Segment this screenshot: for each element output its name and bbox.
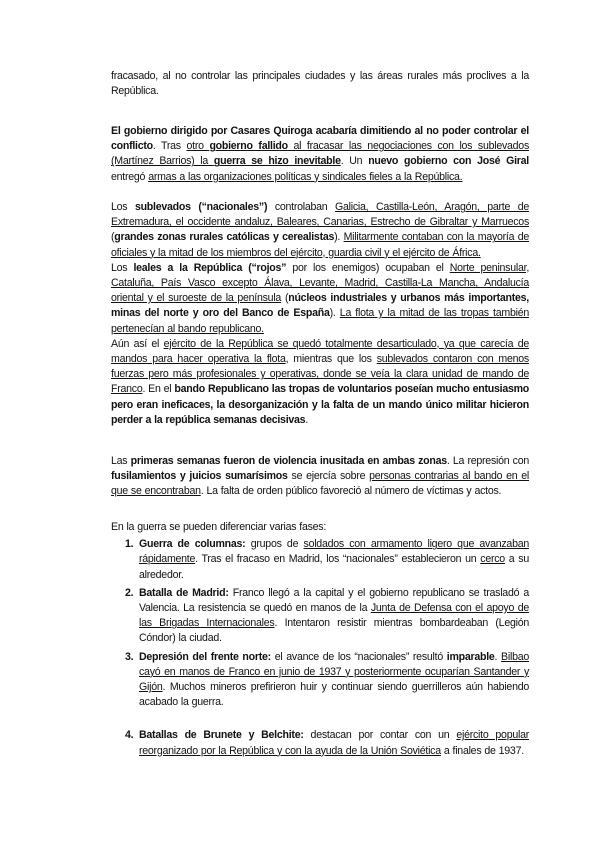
paragraph-fracasado <box>111 69 529 99</box>
paragraph-gobierno-text <box>111 124 529 185</box>
underlined-text: Militarmente contaban con la mayoría de oficiales y la mitad de los miembros del ejército, guardia civil y el ejército de África. <box>111 231 529 259</box>
text-span: . La represión con <box>446 455 529 467</box>
underlined-text: Galicia, Castilla-León, Aragón, parte de Extremadura, el occidente andaluz, Baleares, Canarias, Estrecho de Gibraltar y Marruecos <box>111 201 529 229</box>
bold-text: Batalla de Madrid: <box>139 586 229 599</box>
bold-text: El gobierno dirigido por Casares Quiroga acabaría dimitiendo al no poder controlar el conflicto <box>111 125 529 153</box>
underlined-text: armas a las organizaciones políticas y sindicales fieles a la República. <box>148 170 463 183</box>
bold-text: Guerra de columnas: <box>139 538 246 551</box>
text-span: Los <box>111 261 134 274</box>
text-span: por los enemigos) ocupaban el <box>286 261 450 274</box>
paragraph-intro <box>111 69 529 99</box>
bold-text: leales a la República (“rojos” <box>133 261 287 274</box>
text-span: . La falta de orden público favoreció al número de víctimas y actos. <box>200 485 502 498</box>
text-span: a finales de 1937. <box>440 744 524 757</box>
bold-underlined-text: gobierno fallido <box>209 140 288 153</box>
paragraph-gobierno <box>111 124 529 185</box>
paragraph-violencia <box>111 454 529 500</box>
phase-number: 1. <box>125 538 134 551</box>
text-span: , mientras que los <box>285 353 377 366</box>
bold-text: imparable <box>446 650 495 663</box>
underlined-text: otro <box>186 140 210 153</box>
text-span: Las <box>111 455 131 467</box>
bold-text: núcleos industriales y urbanos más importantes, minas del norte y oro del Banco de España <box>111 292 530 320</box>
paragraph-aun-asi-text <box>111 337 529 428</box>
bold-text: sublevados (“nacionales”) <box>134 201 268 213</box>
phase-number: 3. <box>125 650 134 663</box>
underlined-text: ejército popular reorganizado por la República y con la ayuda de la Unión Soviética <box>139 729 529 757</box>
text-span: . <box>305 413 309 426</box>
text-span: controlaban <box>267 201 336 213</box>
underlined-text: cerco <box>480 553 505 566</box>
text-span: . Tras el fracaso en Madrid, los “nacionales” establecieron un <box>195 553 481 566</box>
text-span: grupos de <box>245 538 304 551</box>
text-span: destacan por contar con un <box>303 729 457 742</box>
phases-section <box>111 520 529 759</box>
bold-text: bando Republicano las tropas de voluntarios poseían mucho entusiasmo pero eran ineficaces, la desorganización y la falta de un mando único militar hicieron perder a la república semanas decisivas <box>111 383 529 426</box>
text-span: . Tras <box>152 140 187 153</box>
underlined-text: al fracasar las negociaciones con los sublevados (Martínez Barrios) la <box>111 140 529 168</box>
bold-text: nuevo gobierno con José Giral <box>368 155 529 168</box>
text-span: el avance de los “nacionales” resultó <box>270 650 447 663</box>
bold-underlined-text: guerra se hizo inevitable <box>213 155 341 168</box>
text-span: ( <box>281 292 289 305</box>
bold-text: Batallas de Brunete y Belchite: <box>139 729 304 742</box>
bold-text: fusilamientos y juicios sumarísimos <box>111 470 288 483</box>
underlined-text: Junta de Defensa con el apoyo de las Brigadas Internacionales <box>139 602 529 630</box>
paragraph-leales-text <box>111 261 529 337</box>
underlined-text: personas contrarias al bando en el que se encontraban <box>111 470 529 498</box>
text-span: . Muchos mineros prefirieron huir y continuar siendo guerrilleros aún habiendo acabado la guerra. <box>139 681 529 709</box>
underlined-text: Norte peninsular, Cataluña, País Vasco excepto Álava, Levante, Madrid, Castilla-La Mancha, Andalucía oriental y el suroeste de la península <box>111 261 530 305</box>
text-span: En la guerra se pueden diferenciar varias fases: <box>111 521 327 533</box>
text-span: Los <box>111 201 135 213</box>
text-span: Aún así el <box>111 337 164 350</box>
phase-item <box>111 650 529 711</box>
text-span: . Intentaron resistir mientras bombardeaban (Legión Cóndor) la ciudad. <box>139 617 529 645</box>
phases-list <box>111 537 529 759</box>
paragraph-violencia-text <box>111 454 529 500</box>
underlined-text: La flota y la mitad de las tropas también pertenecían al bando republicano. <box>111 307 529 335</box>
text-span: fracasado, al no controlar las principales ciudades y las áreas rurales más proclives a la República. <box>111 70 529 98</box>
underlined-text: Bilbao cayó en manos de Franco en junio de 1937 y posteriormente ocuparían Santander y Gijón <box>139 650 529 694</box>
phase-item <box>111 728 529 758</box>
phases-intro <box>111 520 529 535</box>
text-span: . Un <box>340 155 369 168</box>
text-span: ). <box>329 307 340 320</box>
underlined-text: ejército de la República se quedó totalmente desarticulado, ya que carecía de mandos para hacer operativa la flota <box>111 337 529 366</box>
bold-text: grandes zonas rurales católicas y cerealistas <box>114 231 335 244</box>
text-span: Franco llegó a la capital y el gobierno republicano se trasladó a Valencia. La resistencia se quedó en manos de la <box>139 586 529 615</box>
paragraph-sublevados-text <box>111 200 529 261</box>
text-span: a su alrededor. <box>139 553 529 581</box>
phase-item <box>111 586 529 647</box>
text-span: . En el <box>142 383 175 396</box>
text-span: ). <box>334 231 344 244</box>
phase-number: 4. <box>125 729 134 742</box>
text-span: entregó <box>111 170 149 183</box>
underlined-text: soldados con armamento ligero que avanzaban rápidamente <box>139 538 529 566</box>
bold-text: Depresión del frente norte: <box>139 650 271 663</box>
text-span: ( <box>111 231 115 244</box>
text-span: se ejercía sobre <box>287 470 370 483</box>
phase-number: 2. <box>125 586 134 599</box>
bold-text: primeras semanas fueron de violencia inusitada en ambas zonas <box>130 455 447 467</box>
paragraph-sublevados <box>111 200 529 428</box>
text-span: . <box>494 650 502 663</box>
underlined-text: sublevados contaron con menos fuerzas pero más profesionales y operativas, donde se veía la clara unidad de mando de Franco <box>111 353 529 396</box>
phase-item <box>111 537 529 583</box>
